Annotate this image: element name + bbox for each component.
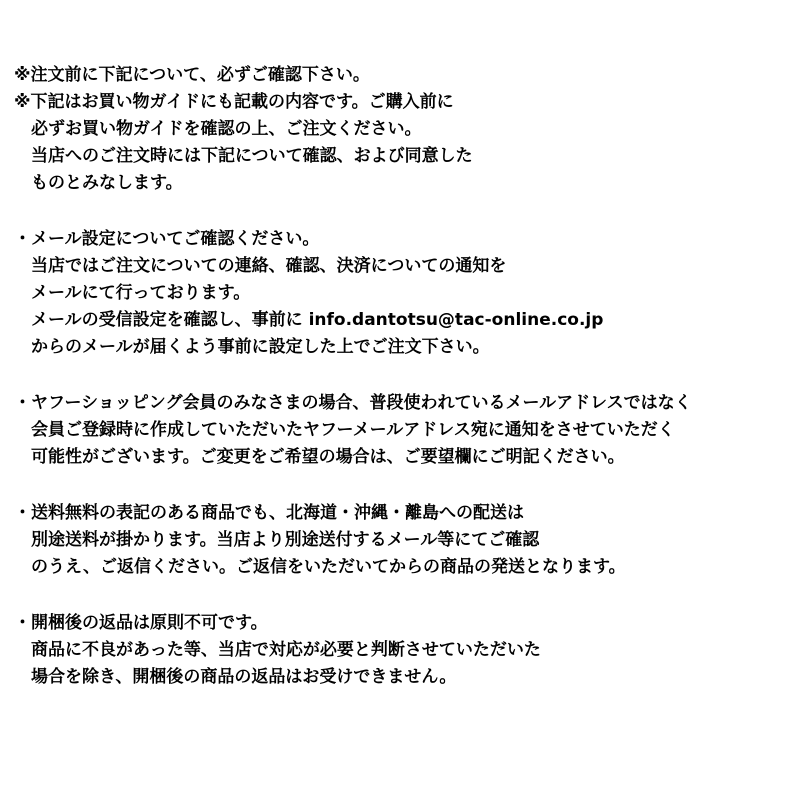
intro-line-1: ※注文前に下記について、必ずご確認下さい。 xyxy=(14,65,370,85)
yahoo-members-line-3: 可能性がございます。ご変更をご希望の場合は、ご要望欄にご明記ください。 xyxy=(31,447,625,467)
shipping-line-2: 別途送料が掛かります。当店より別途送付するメール等にてご確認 xyxy=(31,530,540,550)
yahoo-members-heading: ・ヤフーショッピング会員のみなさまの場合、普段使われているメールアドレスではなく xyxy=(14,393,692,413)
mail-settings-section xyxy=(14,226,794,361)
mail-settings-line-2: 当店ではご注文についての連絡、確認、決済についての通知を xyxy=(31,256,507,276)
intro-line-2: ※下記はお買い物ガイドにも記載の内容です。ご購入前に xyxy=(14,92,454,112)
shipping-heading: ・送料無料の表記のある商品でも、北海道・沖縄・離島への配送は xyxy=(14,503,524,523)
yahoo-members-section xyxy=(14,390,794,471)
returns-section xyxy=(14,610,794,691)
shipping-section xyxy=(14,500,794,581)
returns-line-3: 場合を除き、開梱後の商品の返品はお受けできません。 xyxy=(31,667,457,687)
intro-section xyxy=(14,62,794,197)
notice-document xyxy=(14,62,794,720)
mail-settings-line-5: からのメールが届くよう事前に設定した上でご注文下さい。 xyxy=(31,337,490,357)
intro-line-4: 当店へのご注文時には下記について確認、および同意した xyxy=(31,146,473,166)
intro-line-3: 必ずお買い物ガイドを確認の上、ご注文ください。 xyxy=(31,119,422,139)
mail-settings-line-4: メールの受信設定を確認し、事前に info.dantotsu@tac-online.co.jp xyxy=(31,310,604,330)
yahoo-members-line-2: 会員ご登録時に作成していただいたヤフーメールアドレス宛に通知をさせていただく xyxy=(31,420,675,440)
returns-line-2: 商品に不良があった等、当店で対応が必要と判断させていただいた xyxy=(31,640,541,660)
intro-line-5: ものとみなします。 xyxy=(31,173,183,193)
returns-heading: ・開梱後の返品は原則不可です。 xyxy=(14,613,268,633)
shipping-line-3: のうえ、ご返信ください。ご返信をいただいてからの商品の発送となります。 xyxy=(31,557,626,577)
mail-settings-line-3: メールにて行っております。 xyxy=(31,283,251,303)
mail-settings-heading: ・メール設定についてご確認ください。 xyxy=(14,229,320,249)
